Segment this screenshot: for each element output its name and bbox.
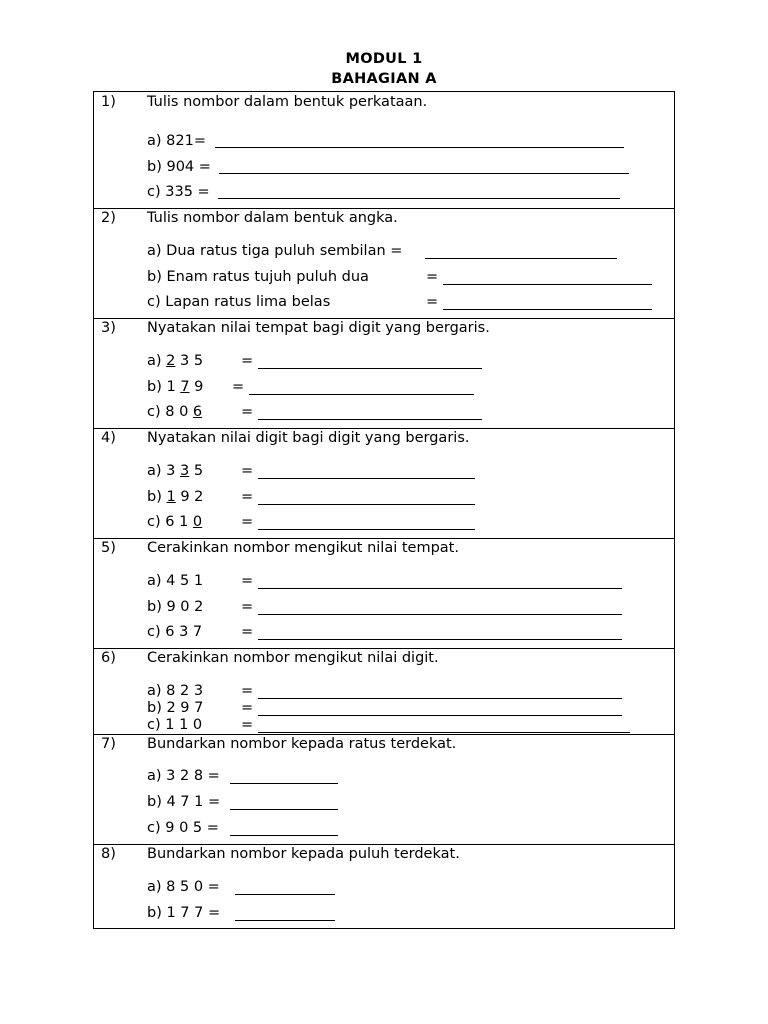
answer-line[interactable] [258, 529, 475, 530]
question-instruction: Bundarkan nombor kepada ratus terdekat. [147, 736, 457, 752]
answer-line[interactable] [218, 198, 620, 199]
answer-line[interactable] [230, 809, 338, 810]
question-number: 4) [101, 430, 116, 446]
page-title: MODUL 1 [345, 51, 423, 67]
answer-line[interactable] [258, 419, 482, 420]
item-label: a) 3 3 5 [147, 463, 204, 479]
answer-line[interactable] [258, 639, 622, 640]
question-instruction: Tulis nombor dalam bentuk angka. [147, 210, 398, 226]
question-number: 8) [101, 846, 116, 862]
answer-line[interactable] [258, 614, 622, 615]
question-table [93, 91, 675, 929]
item-label: a) 3 2 8 = [147, 768, 220, 784]
item-label: a) 821= [147, 133, 206, 149]
underlined-digit: 6 [192, 404, 203, 420]
equals-sign: = [426, 294, 439, 310]
answer-line[interactable] [258, 588, 622, 589]
question-section-5 [94, 538, 674, 649]
question-number: 5) [101, 540, 116, 556]
equals-sign: = [241, 717, 254, 733]
equals-sign: = [241, 404, 254, 420]
question-section-2 [94, 208, 674, 319]
answer-line[interactable] [235, 920, 335, 921]
question-section-7 [94, 734, 674, 845]
item-label: a) 4 5 1 [147, 573, 204, 589]
question-instruction: Bundarkan nombor kepada puluh terdekat. [147, 846, 460, 862]
answer-line[interactable] [258, 368, 482, 369]
item-label: b) 1 7 9 [147, 379, 204, 395]
underlined-digit: 7 [180, 379, 190, 395]
page-subtitle: BAHAGIAN A [331, 71, 437, 87]
answer-line[interactable] [258, 732, 630, 733]
item-label: a) 8 2 3 [147, 683, 204, 699]
equals-sign: = [241, 573, 254, 589]
underlined-digit: 2 [166, 353, 176, 369]
item-label: b) 904 = [147, 159, 211, 175]
item-label: c) 335 = [147, 184, 210, 200]
answer-line[interactable] [443, 309, 652, 310]
equals-sign: = [241, 624, 254, 640]
question-number: 6) [101, 650, 116, 666]
item-label: a) 8 5 0 = [147, 879, 220, 895]
answer-line[interactable] [258, 715, 622, 716]
question-instruction: Cerakinkan nombor mengikut nilai digit. [147, 650, 439, 666]
question-section-6 [94, 648, 674, 735]
question-section-1 [94, 92, 674, 209]
item-label: c) 1 1 0 [147, 717, 203, 733]
item-label: b) 1 9 2 [147, 489, 204, 505]
item-label: b) Enam ratus tujuh puluh dua [147, 269, 369, 285]
answer-line[interactable] [235, 894, 335, 895]
answer-line[interactable] [249, 394, 474, 395]
item-label: b) 9 0 2 [147, 599, 204, 615]
answer-line[interactable] [230, 783, 338, 784]
item-label: b) 2 9 7 [147, 700, 204, 716]
question-number: 7) [101, 736, 116, 752]
question-instruction: Tulis nombor dalam bentuk perkataan. [147, 94, 428, 110]
answer-line[interactable] [425, 258, 617, 259]
underlined-digit: 3 [180, 463, 190, 479]
underlined-digit: 1 [166, 489, 176, 505]
question-section-8 [94, 844, 674, 928]
item-label: c) 8 0 6 [147, 404, 203, 420]
item-label: b) 1 7 7 = [147, 905, 221, 921]
answer-line[interactable] [258, 504, 475, 505]
equals-sign: = [241, 463, 254, 479]
question-section-3 [94, 318, 674, 429]
question-number: 1) [101, 94, 116, 110]
answer-line[interactable] [230, 835, 338, 836]
item-label: c) 6 1 0 [147, 514, 203, 530]
item-label: a) Dua ratus tiga puluh sembilan = [147, 243, 403, 259]
answer-line[interactable] [258, 698, 622, 699]
item-label: c) 6 3 7 [147, 624, 203, 640]
equals-sign: = [241, 683, 254, 699]
question-section-4 [94, 428, 674, 539]
equals-sign: = [241, 514, 254, 530]
item-label: b) 4 7 1 = [147, 794, 221, 810]
equals-sign: = [241, 353, 254, 369]
question-number: 3) [101, 320, 116, 336]
answer-line[interactable] [219, 173, 629, 174]
item-label: c) Lapan ratus lima belas [147, 294, 331, 310]
equals-sign: = [426, 269, 439, 285]
equals-sign: = [232, 379, 245, 395]
answer-line[interactable] [443, 284, 652, 285]
question-instruction: Nyatakan nilai tempat bagi digit yang bergaris. [147, 320, 490, 336]
underlined-digit: 0 [192, 514, 203, 530]
answer-line[interactable] [258, 478, 475, 479]
equals-sign: = [241, 700, 254, 716]
question-instruction: Cerakinkan nombor mengikut nilai tempat. [147, 540, 459, 556]
question-instruction: Nyatakan nilai digit bagi digit yang bergaris. [147, 430, 470, 446]
answer-line[interactable] [215, 147, 624, 148]
equals-sign: = [241, 489, 254, 505]
item-label: a) 2 3 5 [147, 353, 204, 369]
equals-sign: = [241, 599, 254, 615]
item-label: c) 9 0 5 = [147, 820, 219, 836]
question-number: 2) [101, 210, 116, 226]
